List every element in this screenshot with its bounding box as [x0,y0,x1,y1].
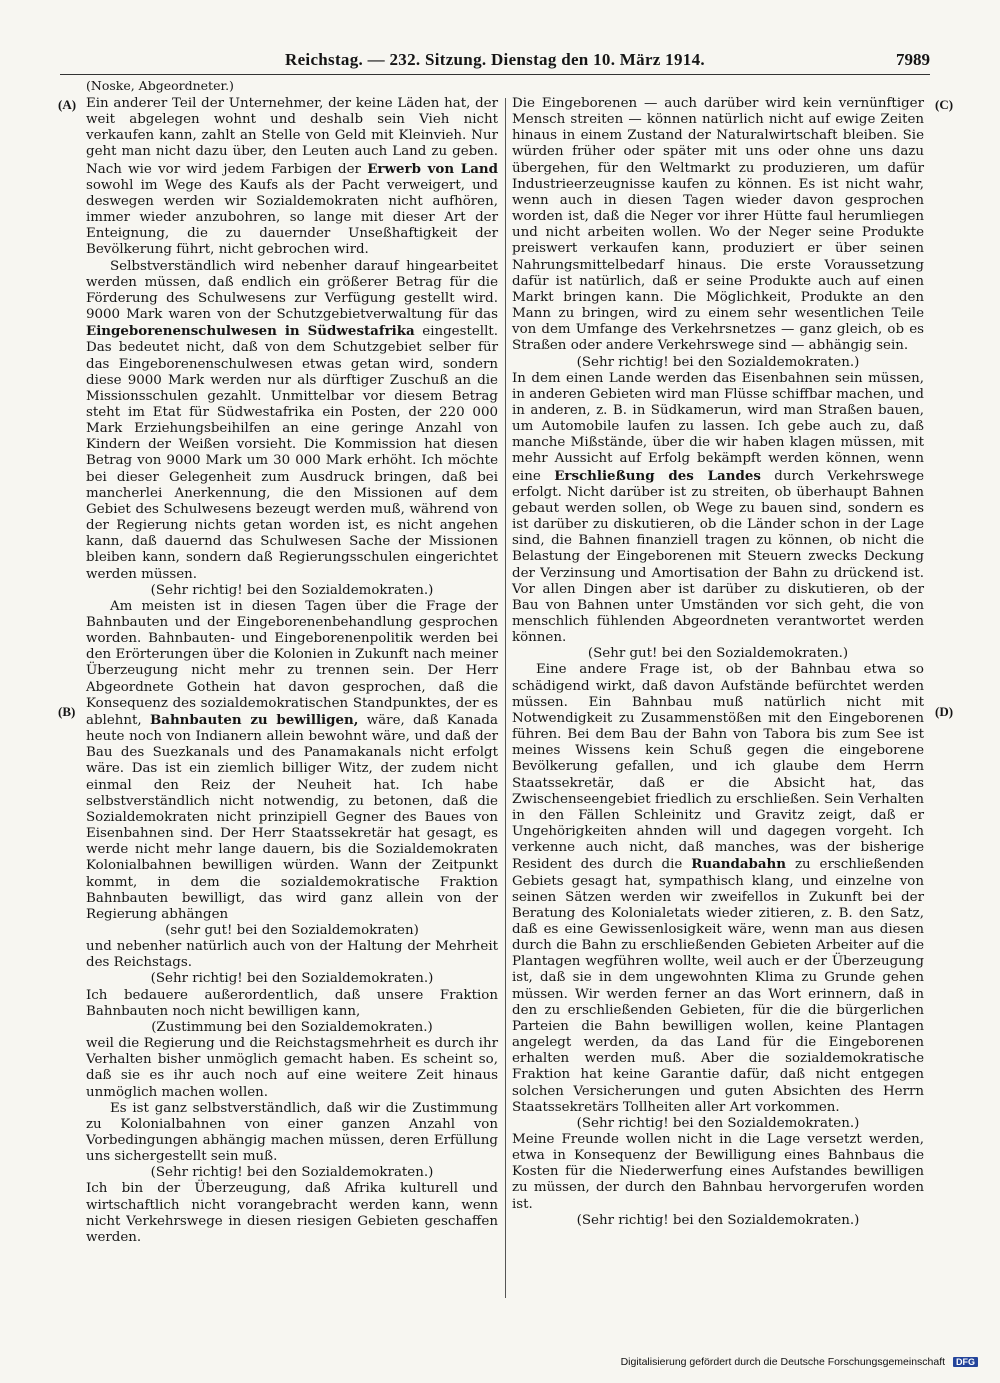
emphasis: Bahnbauten zu bewilligen, [149,711,359,728]
interjection: (Sehr richtig! bei den Sozialdemokraten.) [576,354,860,370]
left-column [86,96,498,1246]
paragraph: Meine Freunde wollen nicht in die Lage versetzt werden, etwa in Konsequenz der Bewilligung eines Bahnbaus die Kosten für die Niederwerfung eines Aufstandes bewilligen zu müssen, der durch den Bahnbau hervorgerufen worden ist. [512,1132,924,1212]
interjection: (Sehr richtig! bei den Sozialdemokraten.) [150,1165,434,1181]
page-title: Reichstag. — 232. Sitzung. Dienstag den 10. März 1914. [285,50,705,69]
paragraph: Die Eingeborenen — auch darüber wird kein vernünftiger Mensch streiten — können natürlich nicht auf ewige Zeiten hinaus in einem Zustand der Naturalwirtschaft bleiben. Sie würden früher oder später mit uns oder ohne uns dazu übergehen, für den Weltmarkt zu produzieren, um dafür Industrieerzeugnisse kaufen zu können. Es ist nicht wahr, wenn auch in diesen Tagen wieder davon gesprochen worden ist, daß die Neger vor ihrer Hütte faul herumliegen und nicht arbeiten wollen. Wo der Neger seine Produkte preiswert verkaufen kann, produziert er über seinen Nahrungsmittelbedarf hinaus. Die erste Voraussetzung dafür ist natürlich, daß er seine Produkte auch auf einen Markt bringen kann. Die Möglichkeit, Produkte an den Mann zu bringen, wird zu einem sehr wesentlichen Teile von dem Umfange des Verkehrsnetzes — ganz gleich, ob es Straßen oder andere Verkehrswege sind — abhängig sein. [512,96,924,354]
page-number: 7989 [896,50,930,69]
paragraph: Ein anderer Teil der Unternehmer, der keine Läden hat, der weit abgelegen wohnt und deshalb sein Vieh nicht verkaufen kann, zahlt an Stelle von Geld mit Kleinvieh. Nur geht man nicht dazu über, den Leuten auch Land zu geben. Nach wie vor wird jedem Farbigen der Erwerb von Land sowohl im Wege des Kaufs als der Pacht verweigert, und deswegen werden wir Sozialdemokraten nicht aufhören, immer wieder anzubohren, so lange mit dieser Art der Enteignung, die zu dauernder Unseßhaftigkeit der Bevölkerung führt, nicht gebrochen wird. [86,96,498,258]
margin-letter-d: (D) [935,704,954,719]
interjection: (Sehr richtig! bei den Sozialdemokraten.) [576,1115,860,1131]
paragraph: Am meisten ist in diesen Tagen über die Frage der Bahnbauten und der Eingeborenenbehandlung gesprochen worden. Bahnbauten- und Eingeborenenpolitik werden bei den Erörterungen über die Kolonien in Zukunft nach meiner Überzeugung nicht mehr zu trennen sein. Der Herr Abgeordnete Gothein hat davon gesprochen, daß die Konsequenz des sozialdemokratischen Standpunktes, der es ablehnt, Bahnbauten zu bewilligen, wäre, daß Kanada heute noch von Indianern allein bewohnt wäre, und daß der Bau des Suezkanals und des Panamakanals nicht erfolgt wäre. Das ist ein ziemlich billiger Witz, der zudem nicht einmal den Reiz der Neuheit hat. Ich habe selbstverständlich nicht notwendig, zu betonen, daß die Sozialdemokraten nicht prinzipiell Gegner des Baues von Eisenbahnen sind. Der Herr Staatssekretär hat gesagt, es werde nicht mehr lange dauern, bis die Sozialdemokraten Kolonialbahnen bewilligen würden. Wann der Zeitpunkt kommt, in dem die sozialdemokratische Fraktion Bahnbauten bewilligt, das wird ganz allein von der Regierung abhängen [86,598,498,922]
paragraph: und nebenher natürlich auch von der Haltung der Mehrheit des Reichstags. [86,939,498,971]
paragraph: Ich bin der Überzeugung, daß Afrika kulturell und wirtschaftlich nicht vorangebracht werden kann, wenn nicht Verkehrswege in diesen riesigen Gebieten geschaffen werden. [86,1181,498,1245]
dfg-logo: DFG [953,1357,978,1367]
margin-letter-c: (C) [935,97,954,112]
margin-letter-a: (A) [58,97,77,112]
margin-letter-b: (B) [58,704,76,719]
interjection: (sehr gut! bei den Sozialdemokraten) [165,922,419,938]
footer-text: Digitalisierung gefördert durch die Deutsche Forschungsgemeinschaft [620,1356,946,1368]
emphasis: Erschließung des Landes [554,467,761,484]
interjection: (Zustimmung bei den Sozialdemokraten.) [151,1019,433,1035]
page-header [60,48,930,75]
interjection: (Sehr gut! bei den Sozialdemokraten.) [587,646,849,662]
column-divider [505,98,506,1298]
paragraph: Selbstverständlich wird nebenher darauf hingearbeitet werden müssen, daß endlich ein größerer Betrag für die Förderung des Schulwesens zur Verfügung gestellt wird. 9000 Mark waren von der Schutzgebietverwaltung für das Eingeborenenschulwesen in Südwestafrika eingestellt. Das bedeutet nicht, daß von dem Schutzgebiet selber für das Eingeborenenschulwesen etwas getan wird, sondern diese 9000 Mark werden nur als dürftiger Zuschuß an die Missionsschulen gezahlt. Unmittelbar vor diesem Betrag steht im Etat für Südwestafrika ein Posten, der 220 000 Mark Erziehungsbeihilfen an eine geringe Anzahl von Kindern der Weißen vorsieht. Die Kommission hat diesen Betrag von 9000 Mark um 30 000 Mark erhöht. Ich möchte bei dieser Gelegenheit zum Ausdruck bringen, daß bei mancherlei Anerkennung, die den Missionen auf dem Gebiet des Schulwesens bezeugt werden muß, während von der Regierung nichts getan worden ist, es nicht angehen kann, daß dauernd das Schulwesen Sache der Missionen bleiben kann, sondern daß Regierungsschulen eingerichtet werden müssen. [86,258,498,582]
speaker-note: (Noske, Abgeordneter.) [86,78,234,93]
paragraph: Ich bedauere außerordentlich, daß unsere Fraktion Bahnbauten noch nicht bewilligen kann, [86,987,498,1019]
right-column [512,96,924,1229]
emphasis: Ruandabahn [691,856,787,873]
paragraph: Eine andere Frage ist, ob der Bahnbau etwa so schädigend wirkt, daß davon Aufstände befürchtet werden müssen. Ein Bahnbau muß natürlich nicht mit Notwendigkeit zu Zusammenstößen mit den Eingeborenen führen. Bei dem Bau der Bahn von Tabora bis zum See ist meines Wissens kein Schuß gegen die eingeborene Bevölkerung gefallen, und ich glaube dem Herrn Staatssekretär, daß er die Absicht hat, das Zwischenseengebiet friedlich zu erschließen. Sein Verhalten in den Fällen Schleinitz und Gravitz zeigt, daß er Ungehörigkeiten ahnden will und dagegen vorgeht. Ich verkenne auch nicht, daß manches, was der bisherige Resident des durch die Ruandabahn zu erschließenden Gebiets gesagt hat, sympathisch klang, und einzelne von seinen Sätzen werden wir zweifellos in Zukunft bei der Beratung des Kolonialetats wieder zitieren, z. B. den Satz, daß es eine Gewissenlosigkeit wäre, wenn man aus diesen durch die Bahn zu erschließenden Gebieten Arbeiter auf die Plantagen wegführen wollte, weil auch er der Überzeugung ist, daß sie in dem ungewohnten Klima zu Grunde gehen müssen. Wir werden ferner an das Wort erinnern, daß in den zu erschließenden Gebieten, für die die bürgerlichen Parteien die Bahn bewilligen wollen, keine Plantagen angelegt werden, da das Land für die Eingeborenen erhalten werden muß. Aber die sozialdemokratische Fraktion hat keine Garantie dafür, daß nicht entgegen solchen Versicherungen und guten Absichten des Herrn Staatssekretärs Tollheiten aller Art vorkommen. [512,662,924,1115]
emphasis: Eingeborenenschulwesen in Südwestafrika [86,323,415,340]
interjection: (Sehr richtig! bei den Sozialdemokraten.) [150,582,434,598]
paragraph: weil die Regierung und die Reichstagsmehrheit es durch ihr Verhalten bisher unmöglich gemacht haben. Es scheint so, daß sie es ihr auch noch auf eine weitere Zeit hinaus unmöglich machen wollen. [86,1036,498,1100]
interjection: (Sehr richtig! bei den Sozialdemokraten.) [576,1212,860,1228]
interjection: (Sehr richtig! bei den Sozialdemokraten.) [150,971,434,987]
emphasis: Erwerb von Land [367,160,498,177]
paragraph: Es ist ganz selbstverständlich, daß wir die Zustimmung zu Kolonialbahnen von einer ganzen Anzahl von Vorbedingungen abhängig machen müssen, deren Erfüllung uns sichergestellt sein muß. [86,1100,498,1165]
footer-credit [621,1356,978,1368]
paragraph: In dem einen Lande werden das Eisenbahnen sein müssen, in anderen Gebieten wird man Flüsse schiffbar machen, und in anderen, z. B. in Südkamerun, wird man Straßen bauen, um Automobile laufen zu lassen. Ich gebe auch zu, daß manche Mißstände, über die wir haben klagen müssen, mit mehr Aussicht auf Erfolg bekämpft werden können, wenn eine Erschließung des Landes durch Verkehrswege erfolgt. Nicht darüber ist zu streiten, ob überhaupt Bahnen gebaut werden sollen, ob Wege zu bauen sind, sondern es ist darüber zu diskutieren, ob die Länder schon in der Lage sind, die Bahnen finanziell tragen zu können, ob nicht die Belastung der Eingeborenen mit Steuern zwecks Deckung der Verzinsung und Amortisation der Bahn zu drückend ist. Vor allen Dingen aber ist darüber zu diskutieren, ob der Bau von Bahnen unter Umständen vor sich geht, die von menschlich fühlenden Abgeordneten verantwortet werden können. [512,370,925,646]
